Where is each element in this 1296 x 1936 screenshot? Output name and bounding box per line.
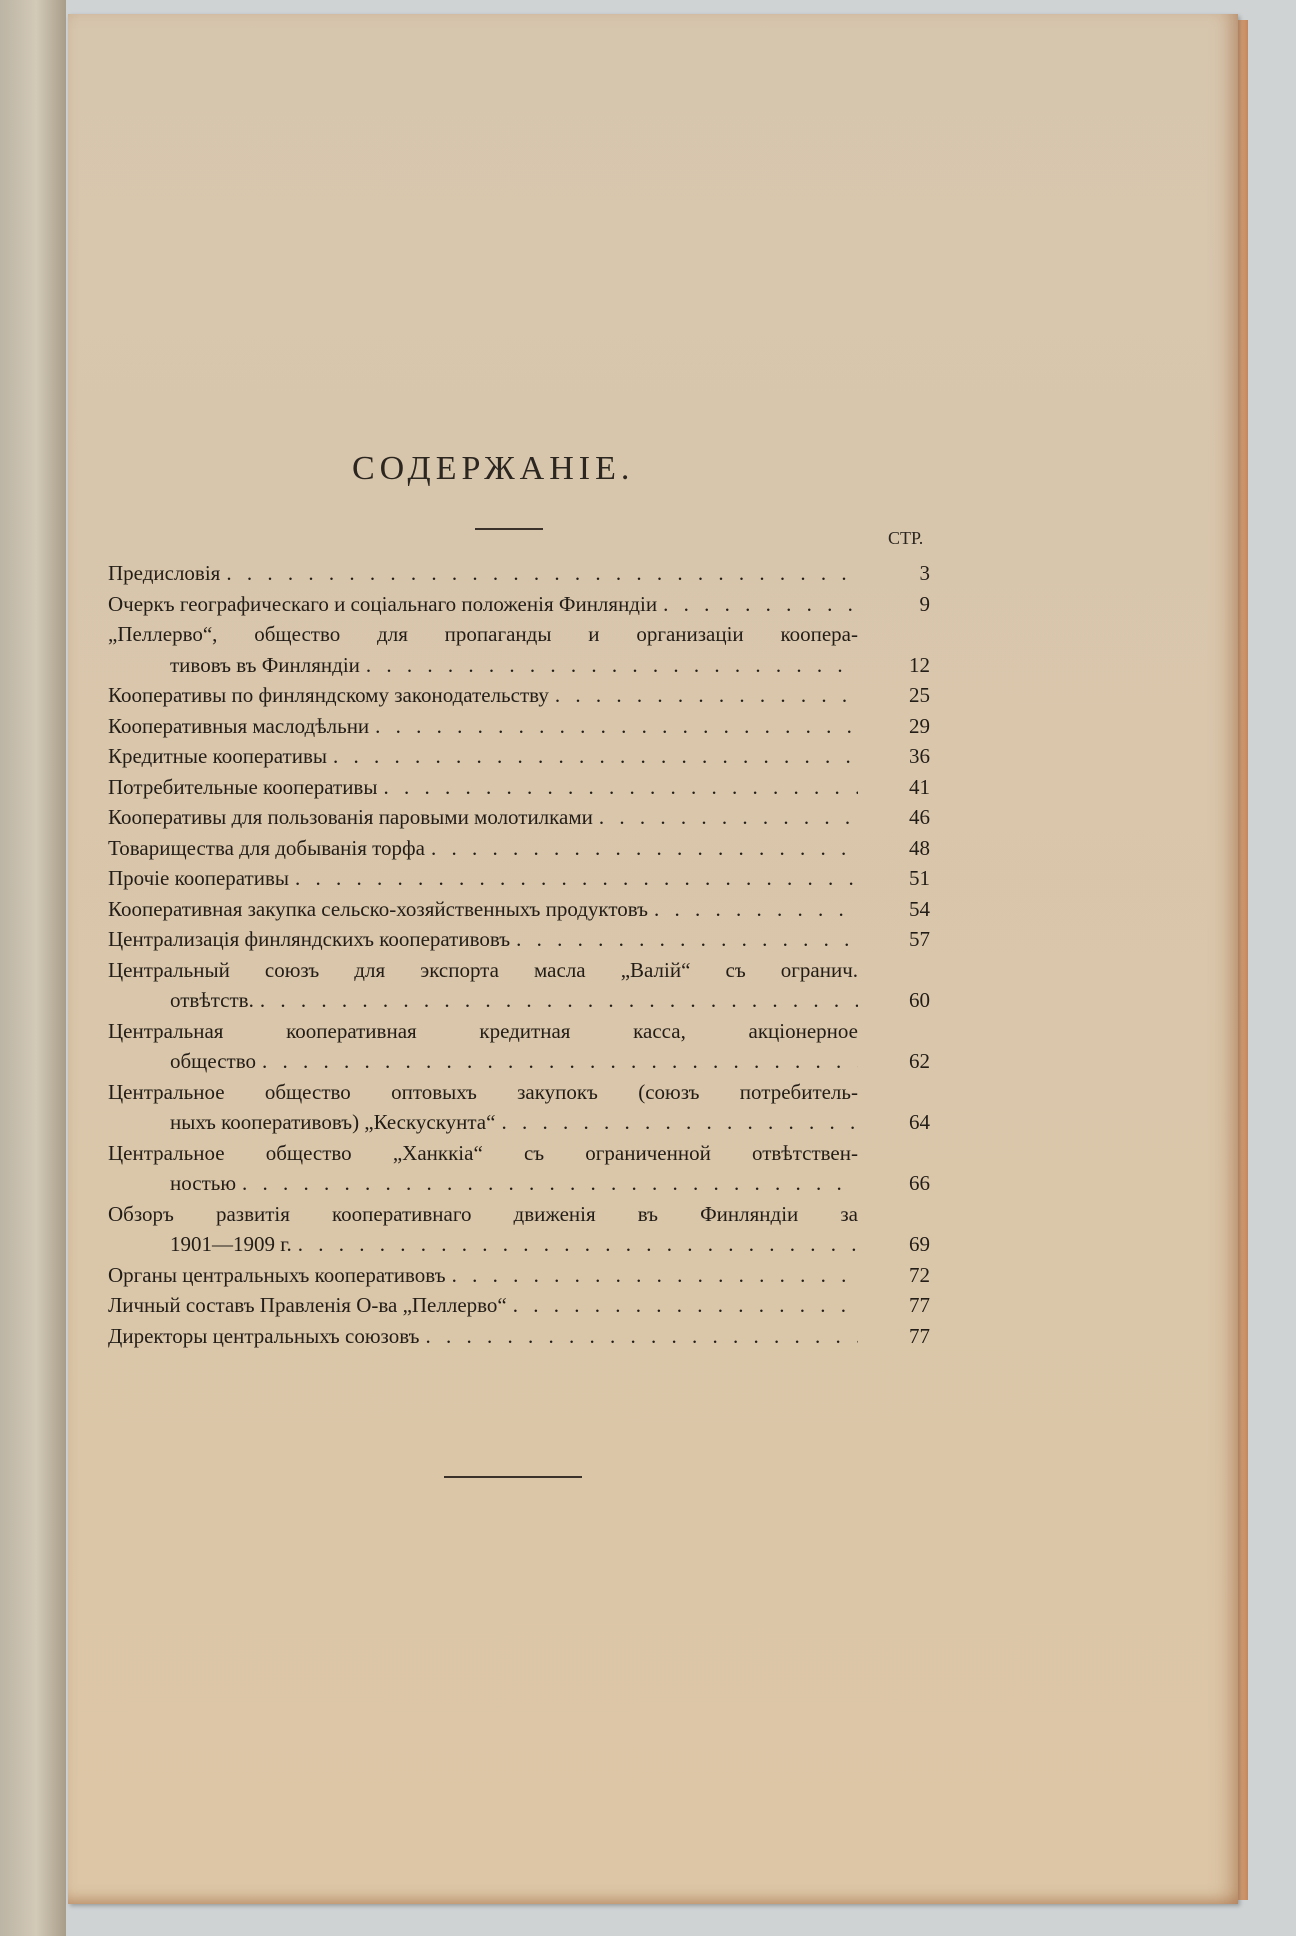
- toc-line-text: Центральный союзъ для экспорта масла „Валiй“ съ огранич.: [108, 957, 858, 982]
- toc-entry: [108, 802, 938, 833]
- toc-entry-line: [108, 1168, 858, 1199]
- toc-line-text: Обзоръ развитiя кооперативнаго движенiя въ Финляндiи за: [108, 1201, 858, 1226]
- toc-entry-line: [108, 1046, 858, 1077]
- dot-leader: [516, 924, 858, 955]
- toc-page-number: 60: [909, 988, 930, 1012]
- toc-entry-line: [108, 650, 858, 681]
- dot-leader: [260, 985, 858, 1016]
- toc-entry: [108, 1138, 938, 1199]
- toc-entry-text: [108, 802, 858, 833]
- toc-entry-line: [108, 985, 858, 1016]
- toc-entry-line: [108, 1199, 858, 1230]
- dot-leader: [375, 711, 858, 742]
- dot-leader: [242, 1168, 858, 1199]
- toc-page-number: 66: [909, 1171, 930, 1195]
- toc-page-number: 41: [909, 774, 930, 799]
- toc-line-text: общество: [170, 1049, 256, 1073]
- toc-line-text: „Пеллерво“, общество для пропаганды и организацiи коопера-: [108, 622, 858, 646]
- toc-page-number: 54: [909, 896, 930, 921]
- toc-entry-line: [108, 833, 858, 864]
- toc-entry: [108, 558, 938, 589]
- toc-page-number: 25: [909, 683, 930, 707]
- dot-leader: [555, 680, 858, 711]
- toc-entry: [108, 894, 938, 925]
- toc-entry-text: [108, 589, 858, 620]
- toc-entry: [108, 1260, 938, 1291]
- toc-page-number: 69: [909, 1232, 930, 1256]
- dot-leader: [501, 1107, 858, 1138]
- toc-line-text: Потребительные кооперативы: [108, 774, 378, 799]
- toc-entry-line: [108, 863, 858, 894]
- title-divider: [475, 528, 543, 530]
- page-title: СОДЕРЖАНIЕ.: [352, 450, 635, 487]
- toc-page-number: 36: [909, 744, 930, 768]
- toc-entry: [108, 1077, 938, 1138]
- toc-page-number: 77: [909, 1293, 930, 1317]
- dot-leader: [599, 802, 858, 833]
- dot-leader: [663, 589, 858, 620]
- toc-entry: [108, 741, 938, 772]
- dot-leader: [226, 558, 858, 589]
- toc-line-text: Очеркъ географическаго и соцiальнаго положенiя Финляндiи: [108, 591, 658, 616]
- dot-leader: [452, 1260, 858, 1291]
- toc-entry-line: [108, 1321, 858, 1352]
- dot-leader: [383, 772, 858, 803]
- toc-entry-text: [108, 1138, 858, 1199]
- toc-line-text: Центральное общество „Ханккiа“ съ ограниченной отвѣтствен-: [108, 1140, 858, 1165]
- toc-line-text: ностью: [170, 1171, 237, 1195]
- toc-entry-line: [108, 955, 858, 986]
- toc-line-text: 1901—1909 г.: [170, 1232, 292, 1256]
- toc-entry: [108, 680, 938, 711]
- toc-entry: [108, 1290, 938, 1321]
- toc-line-text: Личный составъ Правленiя О-ва „Пеллерво“: [108, 1293, 507, 1317]
- toc-line-text: Кредитные кооперативы: [108, 744, 327, 768]
- dot-leader: [333, 741, 858, 772]
- toc-entry-text: [108, 1321, 858, 1352]
- toc-page-number: 46: [909, 805, 930, 829]
- toc-entry-line: [108, 1107, 858, 1138]
- toc-line-text: Централизацiя финляндскихъ кооперативовъ: [108, 927, 511, 951]
- toc-entry-line: [108, 589, 858, 620]
- toc-line-text: Кооперативы по финляндскому законодательству: [108, 683, 549, 707]
- book-spine: [0, 0, 66, 1936]
- toc-line-text: Директоры центральныхъ союзовъ: [108, 1323, 420, 1348]
- toc-entry-text: [108, 955, 858, 1016]
- toc-page-number: 62: [909, 1049, 930, 1073]
- toc-entry: [108, 1016, 938, 1077]
- toc-line-text: Органы центральныхъ кооперативовъ: [108, 1262, 446, 1287]
- toc-entry: [108, 924, 938, 955]
- toc-entry-text: [108, 558, 858, 589]
- toc-page-number: 9: [919, 591, 930, 616]
- toc-line-text: Прочiе кооперативы: [108, 866, 290, 890]
- table-of-contents: [108, 558, 938, 1351]
- dot-leader: [654, 894, 858, 925]
- toc-entry: [108, 619, 938, 680]
- toc-entry-line: [108, 1138, 858, 1169]
- dot-leader: [431, 833, 858, 864]
- toc-page-number: 72: [909, 1262, 930, 1287]
- toc-entry-text: [108, 924, 858, 955]
- toc-entry-text: [108, 741, 858, 772]
- toc-entry-text: [108, 1016, 858, 1077]
- toc-line-text: отвѣтств.: [170, 988, 254, 1012]
- toc-entry-line: [108, 619, 858, 650]
- toc-entry-line: [108, 1260, 858, 1291]
- toc-entry-line: [108, 1016, 858, 1047]
- page-column-label: СТР.: [888, 528, 924, 548]
- toc-entry-line: [108, 558, 858, 589]
- end-divider: [444, 1476, 582, 1478]
- dot-leader: [513, 1290, 858, 1321]
- toc-entry: [108, 589, 938, 620]
- toc-entry-text: [108, 894, 858, 925]
- toc-entry: [108, 1321, 938, 1352]
- toc-entry-text: [108, 711, 858, 742]
- toc-entry-text: [108, 1290, 858, 1321]
- toc-entry: [108, 711, 938, 742]
- toc-line-text: Предисловiя: [108, 561, 221, 585]
- toc-page-number: 12: [909, 652, 930, 677]
- toc-entry-line: [108, 894, 858, 925]
- toc-entry: [108, 772, 938, 803]
- dot-leader: [262, 1046, 858, 1077]
- toc-line-text: тивовъ въ Финляндiи: [170, 652, 360, 677]
- toc-entry-text: [108, 833, 858, 864]
- toc-entry-line: [108, 1077, 858, 1108]
- toc-line-text: Товарищества для добыванiя торфа: [108, 835, 425, 860]
- toc-line-text: Кооперативныя маслодѣльни: [108, 713, 370, 738]
- toc-entry-line: [108, 802, 858, 833]
- toc-page-number: 29: [909, 713, 930, 738]
- dot-leader: [295, 863, 858, 894]
- toc-entry-text: [108, 680, 858, 711]
- toc-entry-line: [108, 772, 858, 803]
- toc-page-number: 3: [919, 561, 930, 585]
- toc-page-number: 77: [909, 1323, 930, 1348]
- toc-entry-line: [108, 924, 858, 955]
- dot-leader: [298, 1229, 858, 1260]
- toc-line-text: Центральное общество оптовыхъ закупокъ (союзъ потребитель-: [108, 1079, 858, 1104]
- toc-entry-text: [108, 619, 858, 680]
- toc-entry-line: [108, 711, 858, 742]
- dot-leader: [425, 1321, 858, 1352]
- dot-leader: [366, 650, 858, 681]
- toc-line-text: Кооперативная закупка сельско-хозяйственныхъ продуктовъ: [108, 896, 649, 921]
- toc-entry-text: [108, 772, 858, 803]
- toc-entry-line: [108, 1229, 858, 1260]
- toc-entry: [108, 863, 938, 894]
- toc-line-text: ныхъ кооперативовъ) „Кескускунта“: [170, 1110, 496, 1134]
- toc-line-text: Кооперативы для пользованiя паровыми молотилками: [108, 805, 593, 829]
- toc-entry-line: [108, 680, 858, 711]
- toc-entry-line: [108, 1290, 858, 1321]
- toc-entry-text: [108, 1260, 858, 1291]
- toc-line-text: Центральная кооперативная кредитная касса, акцiонерное: [108, 1018, 858, 1043]
- toc-entry-text: [108, 1077, 858, 1138]
- toc-entry: [108, 955, 938, 1016]
- toc-entry-text: [108, 1199, 858, 1260]
- toc-page-number: 57: [909, 927, 930, 951]
- toc-page-number: 64: [909, 1110, 930, 1134]
- toc-page-number: 51: [909, 866, 930, 890]
- toc-entry-line: [108, 741, 858, 772]
- toc-entry: [108, 1199, 938, 1260]
- toc-entry-text: [108, 863, 858, 894]
- toc-page-number: 48: [909, 835, 930, 860]
- toc-entry: [108, 833, 938, 864]
